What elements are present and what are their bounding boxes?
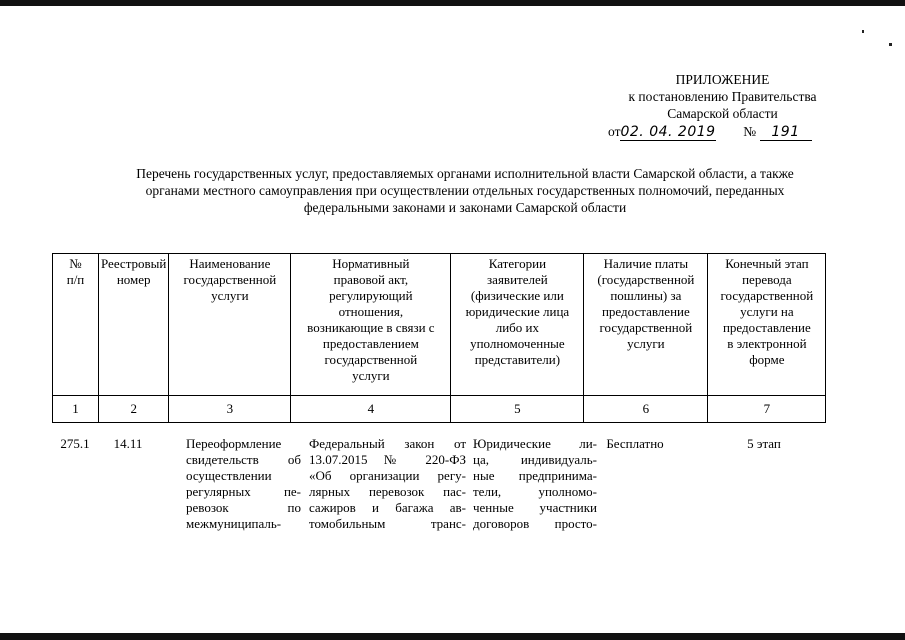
scan-border-bottom <box>0 633 905 640</box>
header-cell: Наличие платы (государственной пошлины) за предоставление государственной услуги <box>584 254 708 396</box>
number-prefix: № <box>743 124 757 139</box>
appendix-resolution: к постановлению Правительства <box>628 89 817 104</box>
scan-speck <box>889 43 892 46</box>
date-value: 02. 04. 2019 <box>620 124 716 140</box>
column-number-row <box>53 396 826 423</box>
header-cell: Реестровый номер <box>99 254 169 396</box>
appendix-header <box>595 71 850 122</box>
header-cell: № п/п <box>53 254 99 396</box>
header-cell: Нормативный правовой акт, регулирующий отношения, возникающие в связи с предоставлением государственной услуги <box>291 254 451 396</box>
row-registry-number: 14.11 <box>113 436 143 451</box>
row-number: 275.1 <box>60 436 90 451</box>
appendix-region: Самарской области <box>667 106 778 121</box>
row-applicants: Юридические ли- ца, индивидуаль- ные предпринима- тели, уполномо- ченные участники договоров просто- <box>473 436 597 531</box>
row-stage: 5 этап <box>747 436 781 451</box>
title-line: органами местного самоуправления при осуществлении отдельных государственных полномочий, переданных <box>145 183 785 198</box>
scan-border-top <box>0 0 905 6</box>
appendix-label: ПРИЛОЖЕНИЕ <box>675 72 770 87</box>
row-fee: Бесплатно <box>606 436 664 451</box>
number-value: 191 <box>760 125 812 141</box>
column-number: 6 <box>584 396 708 423</box>
title-line: Перечень государственных услуг, предоставляемых органами исполнительной власти Самарской области, а также <box>136 166 794 181</box>
table-header-row <box>53 254 826 396</box>
column-number: 7 <box>708 396 826 423</box>
services-table <box>52 253 826 423</box>
document-title <box>70 165 860 216</box>
row-legal-act: Федеральный закон от 13.07.2015 № 220-ФЗ «Об организации регу- лярных перевозок пас- сажиров и багажа ав- томобильным транс- <box>309 436 466 531</box>
header-cell: Конечный этап перевода государственной услуги на предоставление в электронной форме <box>708 254 826 396</box>
column-number: 3 <box>169 396 291 423</box>
scan-speck <box>862 30 864 33</box>
column-number: 5 <box>451 396 584 423</box>
column-number: 1 <box>53 396 99 423</box>
header-cell: Категории заявителей (физические или юридические лица либо их уполномоченные представители) <box>451 254 584 396</box>
column-number: 2 <box>99 396 169 423</box>
appendix-date-line <box>608 123 812 141</box>
column-number: 4 <box>291 396 451 423</box>
header-cell: Наименование государственной услуги <box>169 254 291 396</box>
date-prefix: от <box>608 124 621 139</box>
title-line: федеральными законами и законами Самарской области <box>303 200 627 215</box>
row-service-name: Переоформление свидетельств об осуществлении регулярных пе- ревозок по межмуниципаль- <box>186 436 301 531</box>
